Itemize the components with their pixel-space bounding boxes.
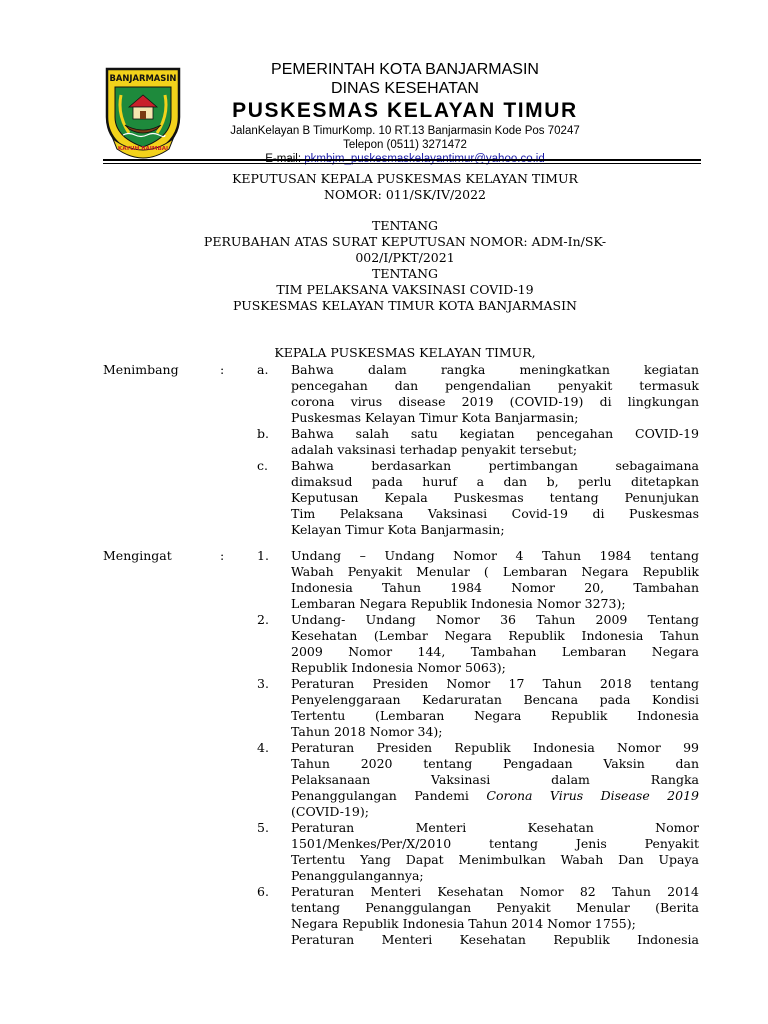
city-emblem-logo [103, 65, 183, 159]
subject-line-3: TIM PELAKSANA VAKSINASI COVID-19 [276, 282, 534, 297]
subject-line-1: PERUBAHAN ATAS SURAT KEPUTUSAN NOMOR: ADM-In/SK- [203, 234, 607, 249]
item-marker: 2. [257, 612, 269, 627]
government-name: PEMERINTAH KOTA BANJARMASIN [271, 61, 539, 78]
item-line [291, 788, 699, 804]
item-line: Bahwa berdasarkan pertimbangan sebagaimana [291, 458, 699, 473]
list-item [103, 884, 703, 932]
about-heading: TENTANG [371, 218, 438, 233]
list-item [103, 362, 703, 426]
list-item [103, 676, 703, 740]
item-line: Wabah Penyakit Menular ( Lembaran Negara Republik [291, 564, 699, 579]
letterhead [190, 60, 620, 166]
item-line: Bahwa salah satu kegiatan pencegahan COVID-19 [291, 426, 699, 441]
phone: Telepon (0511) 3271472 [343, 139, 467, 151]
list-item [103, 612, 703, 676]
item-marker: 4. [257, 740, 269, 755]
item-line: Peraturan Presiden Republik Indonesia Nomor 99 [291, 740, 699, 755]
item-line: 1501/Menkes/Per/X/2010 tentang Jenis Penyakit [291, 836, 699, 851]
agency-name: DINAS KESEHATAN [331, 80, 479, 97]
item-line: Undang – Undang Nomor 4 Tahun 1984 tentang [291, 548, 699, 563]
item-line-prefix: Penanggulangan Pandemi [291, 788, 487, 803]
item-line: Tahun 2020 tentang Pengadaan Vaksin dan [291, 756, 699, 771]
item-line: pencegahan dan pengendalian penyakit termasuk [291, 378, 699, 393]
item-line: Tertentu (Lembaran Negara Republik Indonesia [291, 708, 699, 723]
list-item [103, 820, 703, 884]
item-marker: 6. [257, 884, 269, 899]
section-label: Mengingat [103, 548, 172, 563]
list-item [103, 740, 703, 820]
item-line: Peraturan Presiden Nomor 17 Tahun 2018 tentang [291, 676, 699, 691]
item-marker: 1. [257, 548, 269, 563]
item-line: Keputusan Kepala Puskesmas tentang Penunjukan [291, 490, 699, 505]
item-line: Indonesia Tahun 1984 Nomor 20, Tambahan [291, 580, 699, 595]
item-line: Kesehatan (Lembar Negara Republik Indonesia Tahun [291, 628, 699, 643]
emblem-text-top: BANJARMASIN [109, 73, 177, 83]
address: JalanKelayan B TimurKomp. 10 RT.13 Banjarmasin Kode Pos 70247 [230, 125, 580, 137]
decree-title: KEPUTUSAN KEPALA PUSKESMAS KELAYAN TIMUR [232, 171, 578, 186]
item-line: tentang Penanggulangan Penyakit Menular (Berita [291, 900, 699, 915]
item-line: dimaksud pada huruf a dan b, perlu ditetapkan [291, 474, 699, 489]
item-line: Puskesmas Kelayan Timur Kota Banjarmasin; [291, 410, 579, 425]
item-line: adalah vaksinasi terhadap penyakit tersebut; [291, 442, 578, 457]
item-marker: 5. [257, 820, 269, 835]
subject-line-4: PUSKESMAS KELAYAN TIMUR KOTA BANJARMASIN [233, 298, 577, 313]
section-colon: : [220, 548, 225, 563]
email-label: E-mail: [265, 153, 305, 165]
item-line: Penanggulangannya; [291, 868, 424, 883]
italic-term: Corona Virus Disease 2019 [486, 788, 699, 803]
item-line: Peraturan Menteri Kesehatan Nomor 82 Tahun 2014 [291, 884, 699, 899]
institution-name: PUSKESMAS KELAYAN TIMUR [232, 99, 578, 122]
item-marker: c. [257, 458, 268, 473]
decree-title-block [150, 171, 660, 361]
item-line: Lembaran Negara Republik Indonesia Nomor 3273); [291, 596, 626, 611]
section-colon: : [220, 362, 225, 377]
list-item [103, 932, 703, 948]
email-link[interactable]: pkmbjm_puskesmaskelayantimur@yahoo.co.id [304, 153, 545, 165]
item-line: (COVID-19); [291, 804, 369, 819]
item-marker: 3. [257, 676, 269, 691]
item-line: Tertentu Yang Dapat Menimbulkan Wabah Dan Upaya [291, 852, 699, 867]
item-line: Pelaksanaan Vaksinasi dalam Rangka [291, 772, 699, 787]
item-line: Penyelenggaraan Kedaruratan Bencana pada Kondisi [291, 692, 699, 707]
item-line: Republik Indonesia Nomor 5063); [291, 660, 506, 675]
item-line: Kelayan Timur Kota Banjarmasin; [291, 522, 505, 537]
section-mengingat [103, 548, 703, 948]
item-marker: a. [257, 362, 269, 377]
item-line: corona virus disease 2019 (COVID-19) di lingkungan [291, 394, 699, 409]
section-label: Menimbang [103, 362, 179, 377]
item-line: Tim Pelaksana Vaksinasi Covid-19 di Puskesmas [291, 506, 699, 521]
list-item [103, 458, 703, 538]
item-line: Tahun 2018 Nomor 34); [291, 724, 443, 739]
section-menimbang [103, 362, 703, 538]
item-line: Negara Republik Indonesia Tahun 2014 Nomor 1755); [291, 916, 636, 931]
emblem-text-bottom: KAYUH BAIMBAI [117, 146, 169, 152]
signatory-heading: KEPALA PUSKESMAS KELAYAN TIMUR, [274, 345, 536, 360]
letterhead-divider [103, 159, 701, 164]
item-line: Undang- Undang Nomor 36 Tahun 2009 Tentang [291, 612, 699, 627]
list-item [103, 426, 703, 458]
list-item [103, 548, 703, 612]
item-marker: b. [257, 426, 269, 441]
decree-number: NOMOR: 011/SK/IV/2022 [324, 187, 486, 202]
item-line: Bahwa dalam rangka meningkatkan kegiatan [291, 362, 699, 377]
subject-line-2: 002/I/PKT/2021 [355, 250, 455, 265]
item-line: Peraturan Menteri Kesehatan Nomor [291, 820, 699, 835]
about-heading-2: TENTANG [371, 266, 438, 281]
item-line: 2009 Nomor 144, Tambahan Lembaran Negara [291, 644, 699, 659]
item-line: Peraturan Menteri Kesehatan Republik Indonesia [291, 932, 699, 947]
